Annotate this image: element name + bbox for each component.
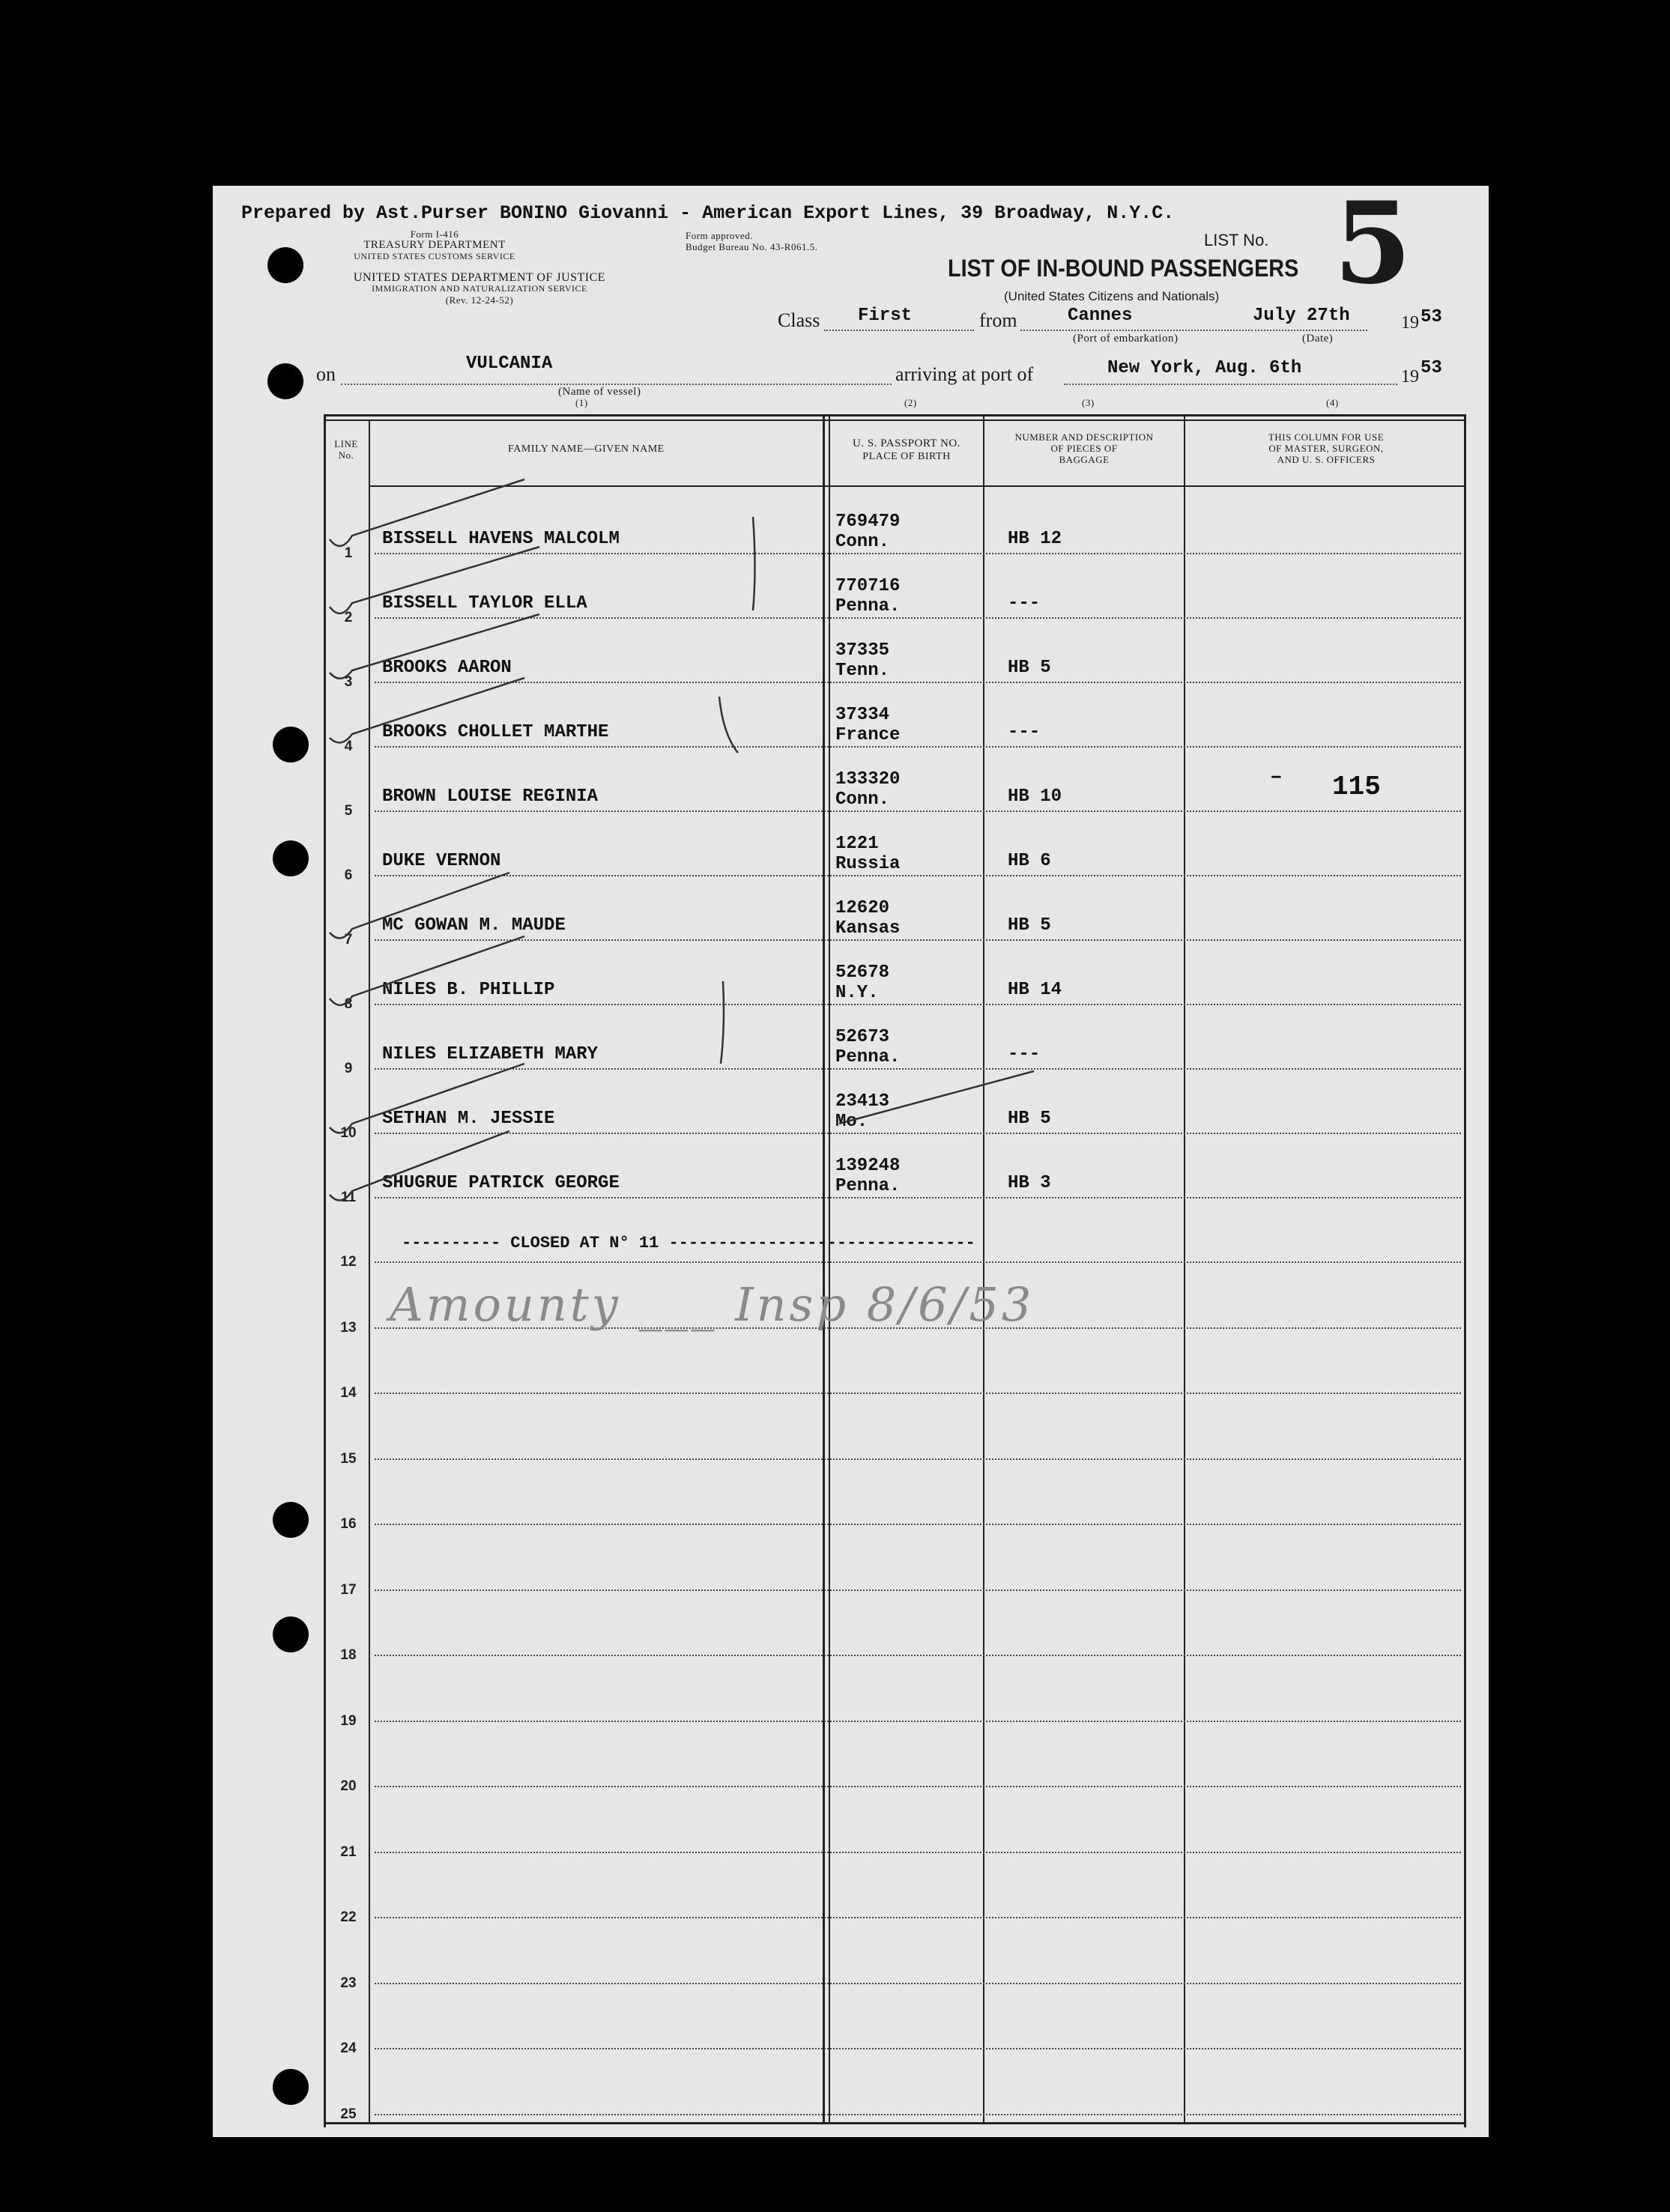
place-of-birth: Mo. — [835, 1112, 868, 1132]
baggage-description: HB 14 — [1008, 980, 1062, 1000]
from-caption: (Port of embarkation) — [1073, 333, 1179, 345]
header-passport-line1: U. S. PASSPORT NO. — [853, 437, 960, 449]
on-label: on — [316, 363, 336, 385]
line-number: 14 — [340, 1385, 357, 1401]
baggage-description: HB 6 — [1008, 851, 1051, 871]
passport-number: 769479 — [835, 512, 901, 532]
list-no-label: LIST No. — [1204, 231, 1269, 249]
passport-number: 139248 — [835, 1156, 901, 1176]
form-revision: (Rev. 12-24-52) — [445, 294, 514, 306]
col-num-2: (2) — [904, 397, 917, 408]
line-number: 24 — [340, 2040, 357, 2056]
baggage-description: HB 5 — [1008, 1109, 1051, 1129]
passenger-name: DUKE VERNON — [382, 851, 501, 871]
baggage-description: HB 5 — [1008, 915, 1051, 936]
line-number: 11 — [340, 1190, 357, 1205]
place-of-birth: Conn. — [835, 532, 890, 552]
passport-number: 770716 — [835, 576, 901, 596]
header-passport-line2: PLACE OF BIRTH — [862, 451, 951, 462]
form-subtitle: (United States Citizens and Nationals) — [1004, 289, 1220, 303]
passenger-name: BISSELL TAYLOR ELLA — [382, 593, 587, 613]
vessel-caption: (Name of vessel) — [558, 386, 641, 398]
class-label: Class — [778, 309, 820, 331]
line-number: 15 — [340, 1450, 357, 1467]
arriving-label: arriving at port of — [895, 363, 1034, 385]
from-value: Cannes — [1068, 306, 1133, 326]
passport-number: 52673 — [835, 1027, 890, 1047]
date-caption: (Date) — [1302, 333, 1334, 345]
passenger-name: BISSELL HAVENS MALCOLM — [382, 529, 620, 549]
passenger-name: SHUGRUE PATRICK GEORGE — [382, 1173, 620, 1193]
place-of-birth: Kansas — [835, 918, 901, 939]
place-of-birth: N.Y. — [835, 983, 879, 1003]
place-of-birth: Penna. — [835, 596, 901, 616]
baggage-description: --- — [1008, 593, 1041, 613]
place-of-birth: Russia — [835, 854, 901, 874]
list-no-value: 5 — [1334, 178, 1412, 309]
line-number: 20 — [340, 1778, 357, 1794]
line-number: 18 — [340, 1647, 357, 1663]
line-number: 6 — [344, 867, 353, 883]
header-officers-line3: AND U. S. OFFICERS — [1277, 454, 1376, 465]
line-number: 2 — [344, 610, 353, 625]
line-number: 4 — [344, 739, 353, 754]
line-number: 10 — [340, 1125, 357, 1141]
baggage-description: HB 3 — [1008, 1173, 1051, 1193]
line-number: 16 — [340, 1516, 357, 1532]
justice-dept: UNITED STATES DEPARTMENT OF JUSTICE — [353, 271, 606, 284]
year-value-1: 53 — [1421, 307, 1442, 327]
line-number: 17 — [340, 1581, 357, 1598]
officer-note-dash: – — [1270, 766, 1283, 789]
preparer-line: Prepared by Ast.Purser BONINO Giovanni - American Export Lines, 39 Broadway, N.Y.C. — [241, 202, 1175, 224]
header-family-name: FAMILY NAME—GIVEN NAME — [508, 443, 665, 455]
treasury-dept: TREASURY DEPARTMENT — [363, 239, 506, 251]
header-line-no: LINE No. — [334, 438, 358, 461]
arriving-value: New York, Aug. 6th — [1107, 358, 1302, 378]
header-baggage-line3: BAGGAGE — [1059, 454, 1110, 465]
place-of-birth: Tenn. — [835, 661, 890, 681]
line-number: 7 — [344, 932, 353, 948]
inspector-signature: Amounty ___ Insp 8/6/53 — [390, 1277, 1035, 1332]
passenger-name: NILES ELIZABETH MARY — [382, 1044, 599, 1064]
vessel-value: VULCANIA — [466, 354, 553, 374]
header-baggage-line2: OF PIECES OF — [1050, 443, 1118, 454]
ins-service: IMMIGRATION AND NATURALIZATION SERVICE — [372, 283, 587, 294]
line-number: 3 — [344, 674, 353, 690]
line-number: 19 — [340, 1712, 357, 1729]
passport-number: 133320 — [835, 769, 901, 790]
passenger-name: MC GOWAN M. MAUDE — [382, 915, 566, 936]
baggage-description: HB 5 — [1008, 658, 1051, 678]
place-of-birth: Penna. — [835, 1176, 901, 1196]
place-of-birth: Penna. — [835, 1047, 901, 1067]
from-label: from — [979, 309, 1017, 331]
passenger-name: BROOKS CHOLLET MARTHE — [382, 722, 609, 742]
line-number: 8 — [344, 996, 353, 1012]
passport-number: 12620 — [835, 898, 890, 918]
col-num-3: (3) — [1082, 397, 1095, 408]
passport-number: 1221 — [835, 834, 879, 854]
year-prefix-2: 19 — [1401, 367, 1419, 387]
officer-note-value: 115 — [1332, 772, 1381, 802]
header-officers-line2: OF MASTER, SURGEON, — [1268, 443, 1384, 454]
place-of-birth: France — [835, 725, 901, 745]
form-number: Form I-416 — [410, 228, 459, 240]
line-number: 1 — [344, 545, 353, 561]
form-approved: Form approved. — [686, 230, 754, 241]
col-num-4: (4) — [1326, 397, 1339, 408]
line-number: 22 — [340, 1909, 357, 1925]
passport-number: 23413 — [835, 1091, 890, 1112]
place-of-birth: Conn. — [835, 790, 890, 810]
baggage-description: --- — [1008, 722, 1041, 742]
passport-number: 52678 — [835, 963, 890, 983]
date-value: July 27th — [1253, 306, 1350, 326]
passport-number: 37334 — [835, 705, 890, 725]
passenger-name: NILES B. PHILLIP — [382, 980, 555, 1000]
budget-bureau: Budget Bureau No. 43-R061.5. — [686, 241, 818, 252]
header-officers-line1: THIS COLUMN FOR USE — [1268, 431, 1385, 443]
line-number: 21 — [340, 1843, 357, 1860]
line-number: 9 — [344, 1061, 353, 1076]
line-number: 13 — [340, 1319, 357, 1336]
passport-number: 37335 — [835, 640, 890, 661]
class-value: First — [858, 306, 913, 326]
line-number: 25 — [340, 2106, 357, 2122]
customs-service: UNITED STATES CUSTOMS SERVICE — [354, 251, 515, 261]
year-prefix-1: 19 — [1401, 313, 1419, 333]
baggage-description: HB 10 — [1008, 787, 1062, 807]
line-number: 23 — [340, 1975, 357, 1991]
header-baggage-line1: NUMBER AND DESCRIPTION — [1014, 431, 1154, 443]
line-number: 5 — [344, 803, 353, 819]
baggage-description: HB 12 — [1008, 529, 1062, 549]
line-number: 12 — [340, 1254, 357, 1270]
baggage-description: --- — [1008, 1044, 1041, 1064]
closed-at-line: ---------- CLOSED AT N° 11 ------------------------------- — [402, 1234, 975, 1252]
vessel-caption-num: (1) — [575, 397, 588, 408]
form-title: LIST OF IN-BOUND PASSENGERS — [948, 255, 1299, 282]
passenger-name: BROWN LOUISE REGINIA — [382, 787, 599, 807]
passenger-name: BROOKS AARON — [382, 658, 512, 678]
passenger-name: SETHAN M. JESSIE — [382, 1109, 555, 1129]
year-value-2: 53 — [1421, 358, 1442, 378]
